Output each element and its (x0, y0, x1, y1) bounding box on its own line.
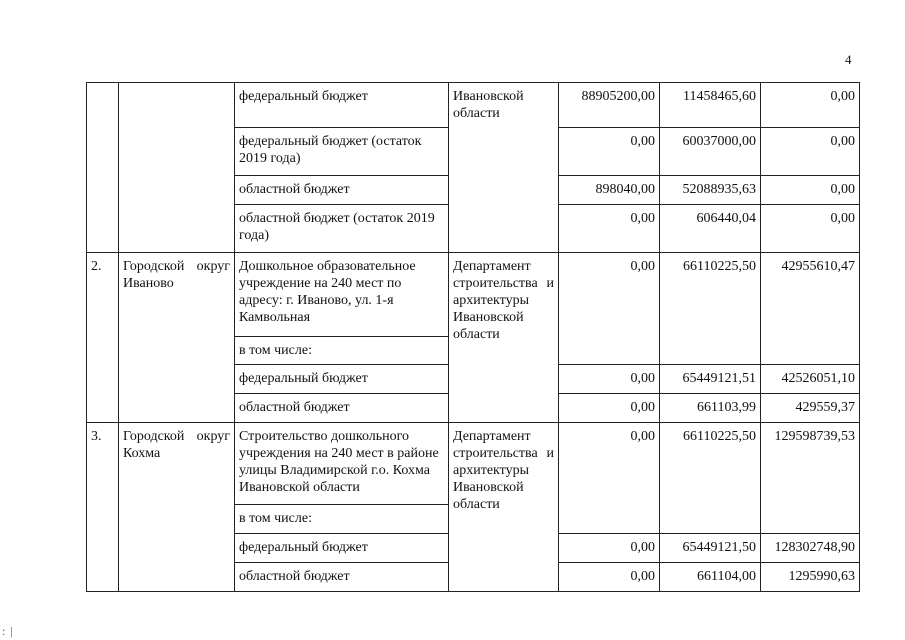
including-label: в том числе: (235, 337, 449, 365)
amount-cell: 42955610,47 (761, 253, 860, 365)
district-cell (119, 423, 235, 592)
item-cell: областной бюджет (остаток 2019 года) (235, 205, 449, 253)
amount-cell: 661103,99 (660, 394, 761, 423)
item-cell: областной бюджет (235, 563, 449, 592)
amount-cell: 0,00 (761, 83, 860, 128)
amount-cell: 0,00 (559, 205, 660, 253)
amount-cell: 0,00 (559, 423, 660, 534)
amount-cell: 42526051,10 (761, 365, 860, 394)
amount-cell: 129598739,53 (761, 423, 860, 534)
district-word: Городской (123, 429, 185, 444)
item-cell: областной бюджет (235, 176, 449, 205)
row-number: 3. (87, 423, 119, 592)
num-cell-empty (87, 83, 119, 253)
district-cell-empty (119, 83, 235, 253)
amount-cell: 66110225,50 (660, 253, 761, 365)
page-number: 4 (845, 52, 852, 67)
object-cell: Дошкольное образовательное учреждение на 240 мест по адресу: г. Иваново, ул. 1-я Камвольная (235, 253, 449, 337)
agency-cell (449, 253, 559, 423)
agency-word: строительства (453, 276, 538, 291)
amount-cell: 606440,04 (660, 205, 761, 253)
item-cell: федеральный бюджет (235, 83, 449, 128)
amount-cell: 65449121,51 (660, 365, 761, 394)
agency-word: и (546, 276, 554, 291)
amount-cell: 0,00 (761, 128, 860, 176)
amount-cell: 88905200,00 (559, 83, 660, 128)
row-number: 2. (87, 253, 119, 423)
budget-table (86, 82, 860, 592)
amount-cell: 0,00 (559, 365, 660, 394)
including-label: в том числе: (235, 505, 449, 534)
agency-cell: Ивановской области (449, 83, 559, 253)
item-cell: федеральный бюджет (остаток 2019 года) (235, 128, 449, 176)
agency-line: архитектуры Ивановской области (453, 463, 529, 512)
agency-line: архитектуры Ивановской области (453, 293, 529, 342)
amount-cell: 11458465,60 (660, 83, 761, 128)
amount-cell: 66110225,50 (660, 423, 761, 534)
agency-line: Департамент (453, 259, 531, 274)
margin-scan-mark: : | (2, 624, 14, 638)
agency-word: и (546, 446, 554, 461)
district-name: Иваново (123, 276, 174, 291)
amount-cell: 0,00 (559, 253, 660, 365)
amount-cell: 1295990,63 (761, 563, 860, 592)
district-cell (119, 253, 235, 423)
amount-cell: 128302748,90 (761, 534, 860, 563)
amount-cell: 0,00 (559, 128, 660, 176)
agency-word: строительства (453, 446, 538, 461)
amount-cell: 661104,00 (660, 563, 761, 592)
item-cell: федеральный бюджет (235, 534, 449, 563)
amount-cell: 65449121,50 (660, 534, 761, 563)
amount-cell: 60037000,00 (660, 128, 761, 176)
district-word: округ (196, 259, 230, 274)
amount-cell: 429559,37 (761, 394, 860, 423)
district-word: округ (196, 429, 230, 444)
district-word: Городской (123, 259, 185, 274)
item-cell: федеральный бюджет (235, 365, 449, 394)
amount-cell: 0,00 (559, 394, 660, 423)
amount-cell: 0,00 (559, 563, 660, 592)
amount-cell: 0,00 (761, 205, 860, 253)
amount-cell: 0,00 (559, 534, 660, 563)
amount-cell: 0,00 (761, 176, 860, 205)
district-name: Кохма (123, 446, 161, 461)
amount-cell: 898040,00 (559, 176, 660, 205)
agency-line: Департамент (453, 429, 531, 444)
object-cell: Строительство дошкольного учреждения на 240 мест в районе улицы Владимирской г.о. Кохма Ивановской области (235, 423, 449, 505)
agency-cell (449, 423, 559, 592)
amount-cell: 52088935,63 (660, 176, 761, 205)
item-cell: областной бюджет (235, 394, 449, 423)
